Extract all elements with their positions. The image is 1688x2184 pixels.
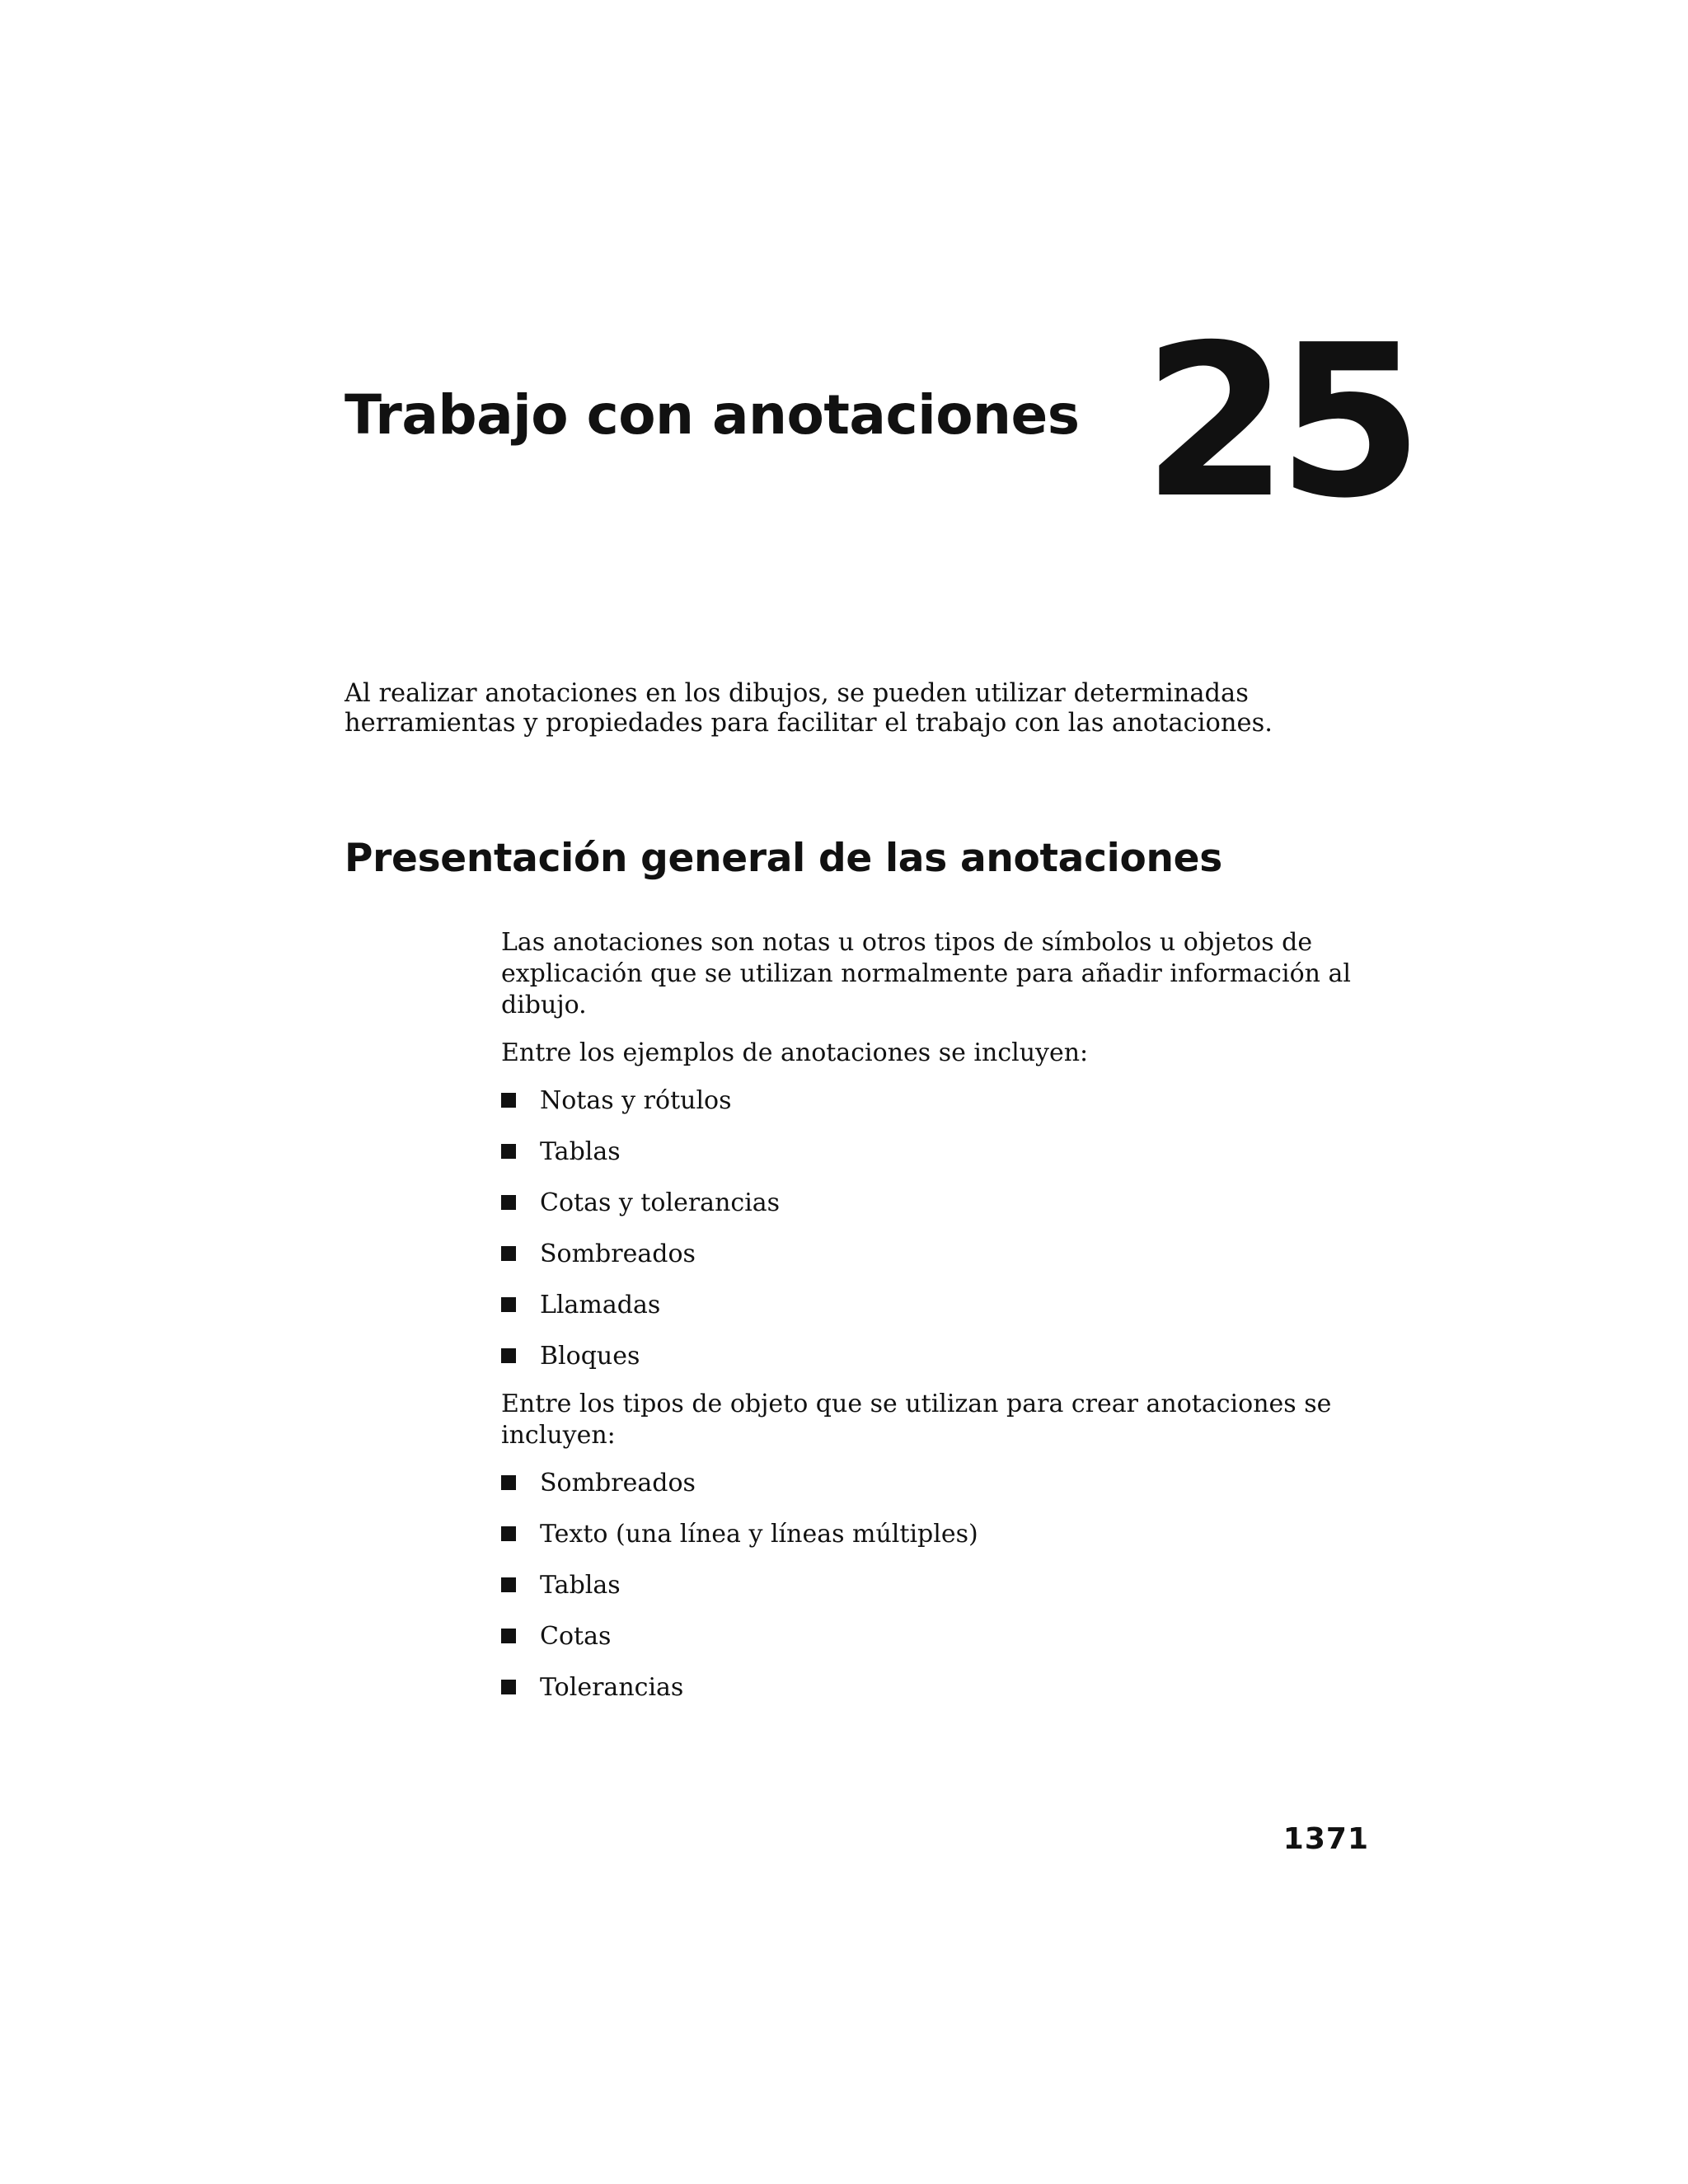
square-bullet-icon	[501, 1195, 516, 1210]
list-item-text: Bloques	[540, 1342, 640, 1371]
list-item	[501, 1085, 1408, 1137]
list-item	[501, 1290, 1408, 1341]
square-bullet-icon	[501, 1144, 516, 1159]
square-bullet-icon	[501, 1475, 516, 1490]
chapter-number: 25	[1142, 300, 1412, 545]
list-item	[501, 1621, 1408, 1672]
list-item-text: Tolerancias	[540, 1673, 684, 1702]
list-item-text: Cotas	[540, 1622, 612, 1651]
list-item	[501, 1239, 1408, 1290]
list-item	[501, 1468, 1408, 1519]
list-item	[501, 1570, 1408, 1621]
list-item-text: Tablas	[540, 1137, 621, 1166]
intro-paragraph: Al realizar anotaciones en los dibujos, se pueden utilizar determinadas herramientas y propiedades para facilitar el trabajo con las anotaciones.	[345, 679, 1273, 738]
section-paragraph: Las anotaciones son notas u otros tipos de símbolos u objetos de explicación que se utilizan normalmente para añadir información al dibujo.	[501, 928, 1351, 1019]
square-bullet-icon	[501, 1577, 516, 1592]
list-intro-examples: Entre los ejemplos de anotaciones se incluyen:	[501, 1038, 1089, 1067]
list-item	[501, 1188, 1408, 1239]
list-item-text: Sombreados	[540, 1469, 696, 1497]
square-bullet-icon	[501, 1526, 516, 1541]
object-types-list	[501, 1468, 1408, 1723]
list-item-text: Tablas	[540, 1571, 621, 1600]
section-title: Presentación general de las anotaciones	[345, 836, 1222, 881]
list-item-text: Llamadas	[540, 1291, 661, 1319]
list-item-text: Sombreados	[540, 1240, 696, 1268]
page-number: 1371	[1282, 1822, 1369, 1856]
square-bullet-icon	[501, 1297, 516, 1312]
list-item	[501, 1137, 1408, 1188]
list-item-text: Notas y rótulos	[540, 1086, 732, 1115]
square-bullet-icon	[501, 1629, 516, 1643]
square-bullet-icon	[501, 1348, 516, 1363]
list-item	[501, 1341, 1408, 1392]
list-item	[501, 1519, 1408, 1570]
list-item	[501, 1672, 1408, 1723]
annotation-examples-list	[501, 1085, 1408, 1392]
square-bullet-icon	[501, 1093, 516, 1108]
square-bullet-icon	[501, 1680, 516, 1694]
list-intro-object-types: Entre los tipos de objeto que se utilizan para crear anotaciones se incluyen:	[501, 1390, 1332, 1450]
section-body	[501, 927, 1408, 1723]
list-item-text: Cotas y tolerancias	[540, 1188, 781, 1217]
square-bullet-icon	[501, 1246, 516, 1261]
list-item-text: Texto (una línea y líneas múltiples)	[540, 1520, 978, 1549]
chapter-title: Trabajo con anotaciones	[345, 383, 1080, 447]
